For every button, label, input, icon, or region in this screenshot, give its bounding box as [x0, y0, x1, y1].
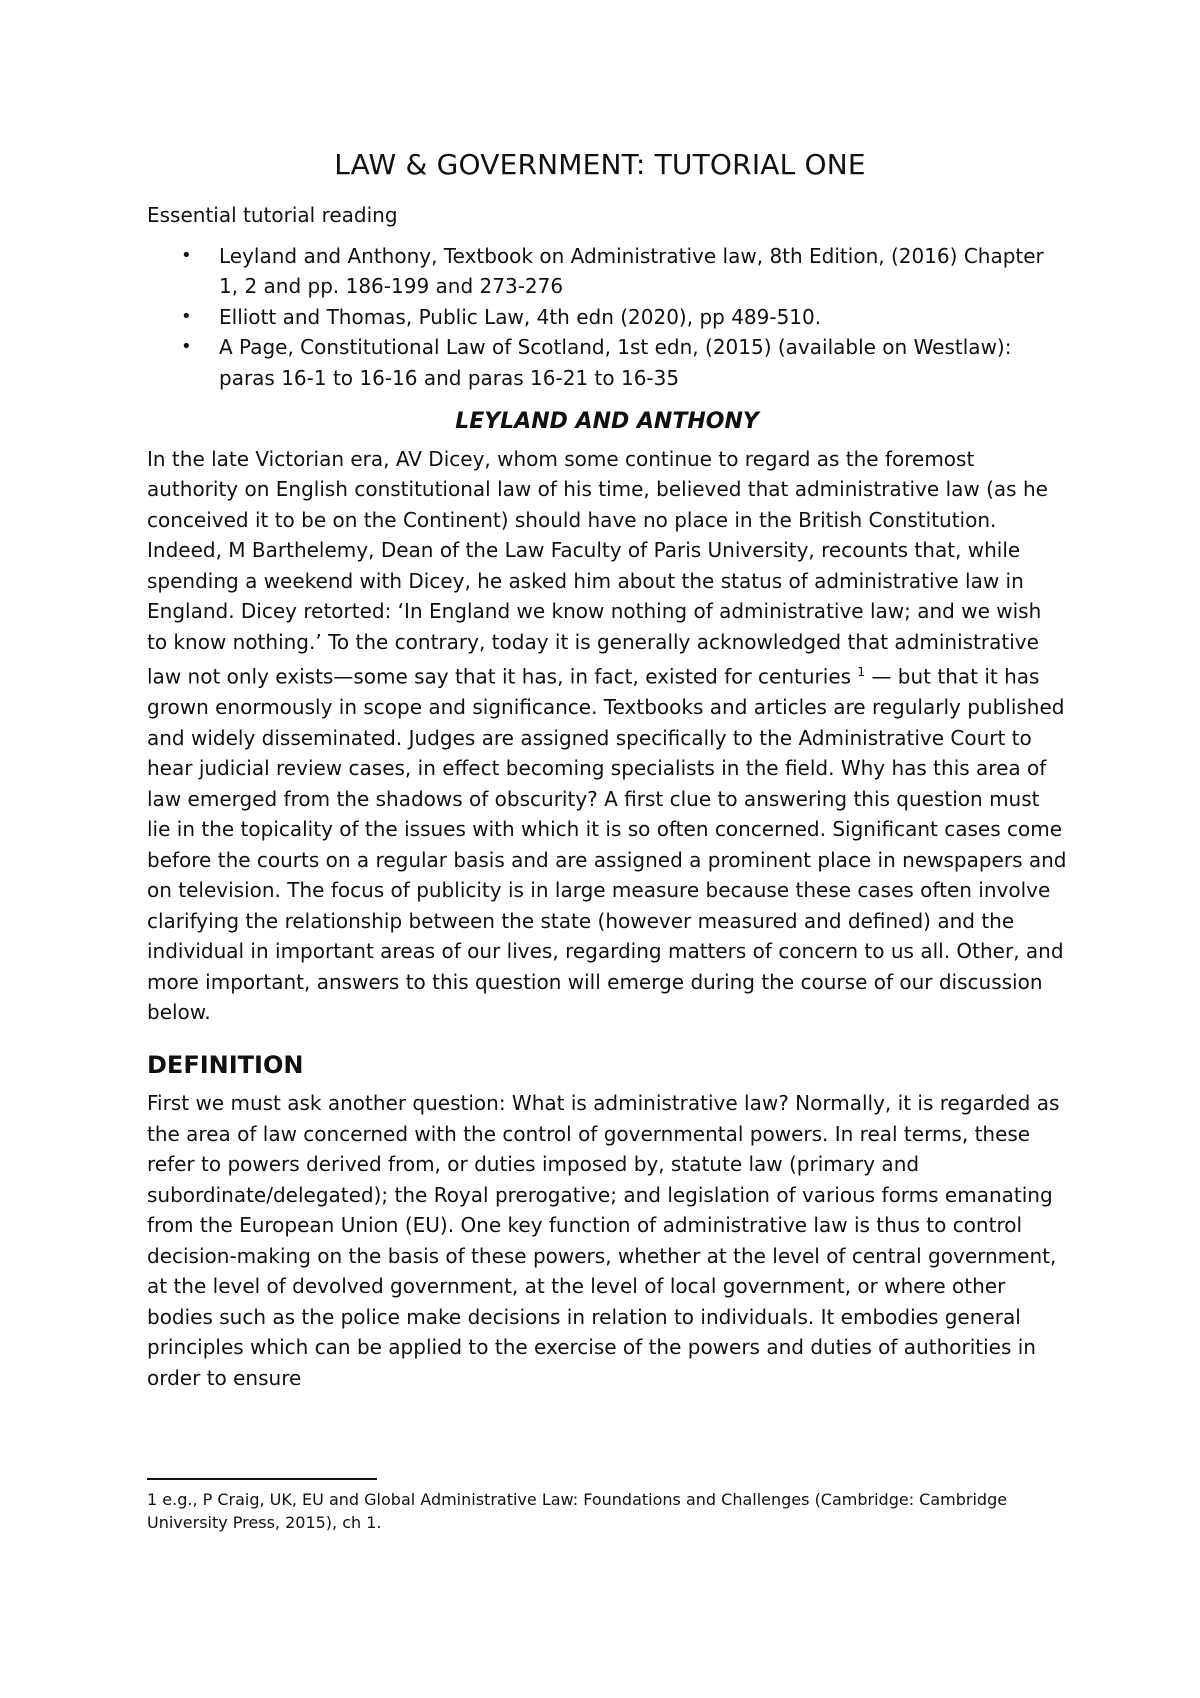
document-body [147, 200, 1067, 1393]
page-title: LAW & GOVERNMENT: TUTORIAL ONE [334, 148, 866, 181]
bullet-icon: • [181, 336, 192, 357]
paragraph-intro-text-a: In the late Victorian era, AV Dicey, whom some continue to regard as the foremost authority on English constitutional law of his time, believed that administrative law (as he conceived it to be on the Continent) should have no place in the British Constitution. Indeed, M Barthelemy, Dean of the Law Faculty of Paris University, recounts that, while spending a weekend with Dicey, he asked him about the status of administrative law in England. Dicey retorted: ‘In England we know nothing of administrative law; and we wish to know nothing.’ To the contrary, today it is generally acknowledged that administrative law not only exists—some say that it has, in fact, existed for centuries [147, 446, 1048, 689]
bullet-icon: • [181, 305, 192, 327]
footnote-reference[interactable]: 1 [857, 665, 866, 679]
paragraph-definition: First we must ask another question: What is administrative law? Normally, it is regarded as the area of law concerned with the control of governmental powers. In real terms, these refer to powers derived from, or duties imposed by, statute law (primary and subordinate/delegated); the Royal prerogative; and legislation of various forms emanating from the European Union (EU). One key function of administrative law is thus to control decision-making on the basis of these powers, whether at the level of central government, at the level of devolved government, at the level of local government, or where other bodies such as the police make decisions in relation to individuals. It embodies general principles which can be applied to the exercise of the powers and duties of authorities in order to ensure [147, 1091, 1060, 1390]
footnote-text: e.g., P Craig, UK, EU and Global Administrative Law: Foundations and Challenges (Cambridge: Cambridge University Press, 2015), ch 1. [147, 1490, 1008, 1532]
paragraph-intro [147, 444, 1067, 1028]
reading-item-text: Leyland and Anthony, Textbook on Administrative law, 8th Edition, (2016) Chapter 1, 2 and pp. 186-199 and 273-276 [219, 243, 1044, 298]
section-heading-leyland-anthony: LEYLAND AND ANTHONY [455, 409, 759, 434]
footnote-number: 1 [147, 1490, 158, 1509]
reading-list [147, 241, 1067, 394]
reading-item-text: Elliott and Thomas, Public Law, 4th edn (2020), pp 489-510. [219, 304, 822, 329]
section-heading-definition: DEFINITION [147, 1050, 304, 1079]
reading-item-text: A Page, Constitutional Law of Scotland, 1st edn, (2015) (available on Westlaw): paras 16-1 to 16-16 and paras 16-21 to 16-35 [219, 335, 1012, 390]
paragraph-intro-text-b: — but that it has grown enormously in scope and significance. Textbooks and articles are regularly published and widely disseminated. Judges are assigned specifically to the Administrative Court to hear judicial review cases, in effect becoming specialists in the field. Why has this area of law emerged from the shadows of obscurity? A first clue to answering this question must lie in the topicality of the issues with which it is so often concerned. Significant cases come before the courts on a regular basis and are assigned a prominent place in newspapers and on television. The focus of publicity is in large measure because these cases often involve clarifying the relationship between the state (however measured and defined) and the individual in important areas of our lives, regarding matters of concern to us all. Other, and more important, answers to this question will emerge during the course of our discussion below. [147, 664, 1067, 1025]
footnote-divider [147, 1478, 377, 1480]
bullet-icon: • [181, 244, 192, 266]
footnote [147, 1488, 1067, 1534]
reading-item [147, 241, 1067, 302]
reading-heading: Essential tutorial reading [147, 203, 398, 227]
reading-item [147, 332, 1067, 393]
reading-item [147, 302, 1067, 333]
